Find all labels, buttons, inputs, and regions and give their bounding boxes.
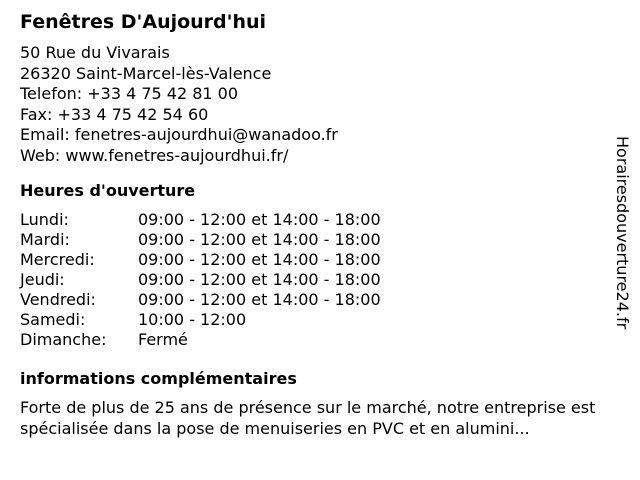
hours-day: Lundi: — [20, 210, 69, 229]
site-watermark: Horairesdouverture24.fr — [613, 136, 632, 330]
address-street: 50 Rue du Vivarais — [20, 43, 170, 62]
hours-time: Fermé — [138, 330, 188, 349]
address-city: 26320 Saint-Marcel-lès-Valence — [20, 63, 272, 83]
business-name: Fenêtres D'Aujourd'hui — [20, 11, 267, 33]
hours-heading: Heures d'ouverture — [20, 181, 196, 200]
hours-time: 09:00 - 12:00 et 14:00 - 18:00 — [138, 270, 381, 289]
hours-row-thursday — [20, 270, 600, 290]
hours-time: 09:00 - 12:00 et 14:00 - 18:00 — [138, 230, 381, 249]
business-card — [20, 10, 600, 439]
hours-row-tuesday — [20, 230, 600, 250]
hours-day: Vendredi: — [20, 290, 96, 309]
hours-row-sunday — [20, 330, 600, 350]
hours-table — [20, 210, 600, 350]
info-description: Forte de plus de 25 ans de présence sur le marché, notre entreprise est spécialisée dans la pose de menuiseries en PVC et en alumini... — [20, 398, 596, 438]
hours-day: Dimanche: — [20, 330, 107, 349]
hours-row-monday — [20, 210, 600, 230]
phone-line: Telefon: +33 4 75 42 81 00 — [20, 84, 239, 103]
hours-time: 09:00 - 12:00 et 14:00 - 18:00 — [138, 290, 381, 309]
hours-row-saturday — [20, 310, 600, 330]
hours-day: Mercredi: — [20, 250, 95, 269]
hours-row-friday — [20, 290, 600, 310]
email-line: Email: fenetres-aujourdhui@wanadoo.fr — [20, 125, 338, 144]
hours-time: 09:00 - 12:00 et 14:00 - 18:00 — [138, 250, 381, 269]
web-line: Web: www.fenetres-aujourdhui.fr/ — [20, 145, 289, 165]
hours-time: 10:00 - 12:00 — [138, 310, 247, 329]
hours-day: Samedi: — [20, 310, 86, 329]
hours-day: Mardi: — [20, 230, 70, 249]
contact-block — [20, 43, 600, 166]
info-heading: informations complémentaires — [20, 369, 297, 388]
hours-day: Jeudi: — [20, 270, 65, 289]
hours-row-wednesday — [20, 250, 600, 270]
hours-time: 09:00 - 12:00 et 14:00 - 18:00 — [138, 210, 381, 229]
fax-line: Fax: +33 4 75 42 54 60 — [20, 104, 209, 124]
